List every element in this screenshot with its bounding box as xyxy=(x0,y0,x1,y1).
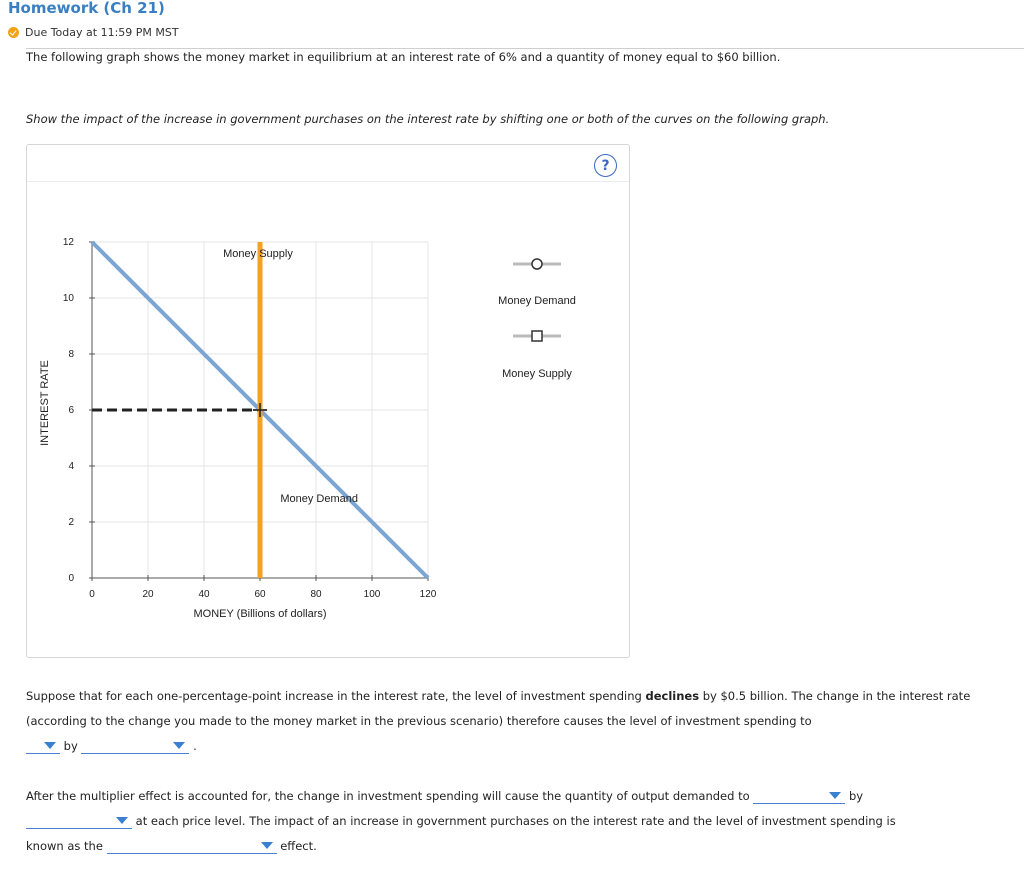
question-text-2: by $0.5 billion. The change in the interest rate (according to the change you made to the money market in the previous scenario) therefore causes the level of investment spending to xyxy=(26,689,971,728)
check-circle-icon xyxy=(8,27,19,38)
due-date-row xyxy=(8,26,179,39)
legend-circle-marker xyxy=(532,259,542,269)
known-as-label: known as the xyxy=(26,839,103,853)
effect-name-dropdown[interactable] xyxy=(107,839,277,854)
investment-amount-dropdown[interactable] xyxy=(81,739,189,754)
by-label-2: by xyxy=(848,789,864,803)
help-icon[interactable]: ? xyxy=(594,154,617,177)
chart-axes xyxy=(63,237,437,600)
y-tick-label: 8 xyxy=(68,349,74,360)
output-direction-dropdown[interactable] xyxy=(753,789,845,804)
x-tick-label: 80 xyxy=(310,589,322,600)
x-tick-label: 20 xyxy=(142,589,154,600)
legend-money-supply-label: Money Supply xyxy=(502,368,572,380)
legend-money-supply[interactable] xyxy=(502,331,572,380)
question-bold-word: declines xyxy=(645,689,700,703)
y-tick-label: 10 xyxy=(62,293,74,304)
question-text-3: After the multiplier effect is accounted for, the change in investment spending will cause the quantity of output demanded to xyxy=(26,789,750,803)
y-tick-label: 12 xyxy=(62,237,74,248)
question-multiplier xyxy=(26,784,986,859)
money-market-chart[interactable] xyxy=(27,145,629,657)
x-tick-label: 60 xyxy=(254,589,266,600)
y-tick-label: 4 xyxy=(68,461,74,472)
effect-label: effect. xyxy=(280,839,317,853)
question-investment xyxy=(26,684,986,759)
due-date: Due Today at 11:59 PM MST xyxy=(25,26,179,39)
x-axis-label: MONEY (Billions of dollars) xyxy=(193,608,327,620)
instruction-text: Show the impact of the increase in government purchases on the interest rate by shifting one or both of the curves on the following graph. xyxy=(26,112,830,126)
y-axis-label: INTEREST RATE xyxy=(39,360,51,446)
by-label-1: by xyxy=(63,739,78,753)
y-tick-label: 2 xyxy=(68,517,74,528)
legend-money-demand-label: Money Demand xyxy=(498,295,576,307)
x-tick-label: 40 xyxy=(198,589,210,600)
y-tick-label: 0 xyxy=(68,573,74,584)
page-title: Homework (Ch 21) xyxy=(8,0,165,17)
money-demand-curve-label: Money Demand xyxy=(280,493,358,505)
period-label: . xyxy=(193,739,197,753)
y-tick-label: 6 xyxy=(68,405,74,416)
legend-money-demand[interactable] xyxy=(498,259,576,307)
header-divider xyxy=(26,48,1024,49)
graph-panel xyxy=(26,144,630,658)
intro-text: The following graph shows the money market in equilibrium at an interest rate of 6% and a quantity of money equal to $60 billion. xyxy=(26,50,781,64)
question-text-4: at each price level. The impact of an increase in government purchases on the interest rate and the level of investment spending is xyxy=(135,814,896,828)
x-tick-label: 100 xyxy=(363,589,381,600)
x-tick-label: 120 xyxy=(419,589,437,600)
output-amount-dropdown[interactable] xyxy=(26,814,132,829)
money-supply-curve-label: Money Supply xyxy=(223,248,293,260)
investment-direction-dropdown[interactable] xyxy=(26,739,60,754)
x-tick-label: 0 xyxy=(89,589,95,600)
legend-square-marker xyxy=(532,331,542,341)
question-text-1: Suppose that for each one-percentage-point increase in the interest rate, the level of investment spending xyxy=(26,689,646,703)
